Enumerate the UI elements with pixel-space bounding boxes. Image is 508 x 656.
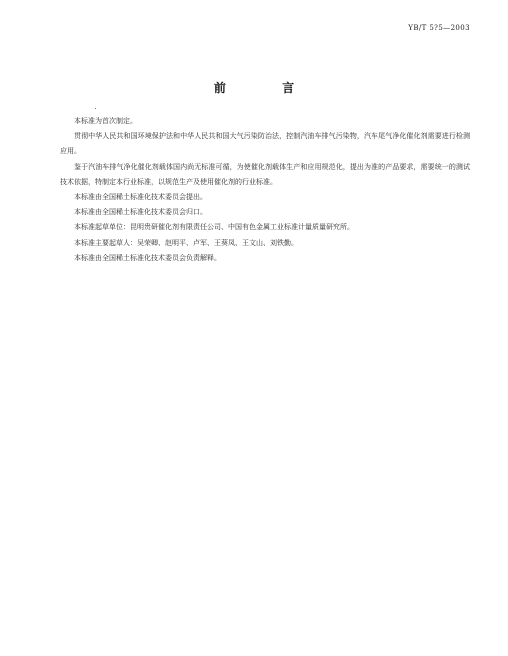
paragraph-rationale: 鉴于汽油车排气净化催化剂载体国内尚无标准可循，为使催化剂载体生产和应用规范化，提出为准的产品要求，需要统一的测试技术依据，特制定本行业标准，以规范生产及使用催化剂的行业标准。 — [60, 162, 470, 186]
paragraph-centralized-by: 本标准由全国稀土标准化技术委员会归口。 — [74, 208, 207, 217]
paragraph-purpose: 贯彻中华人民共和国环境保护法和中华人民共和国大气污染防治法，控制汽油车排气污染物，汽车尾气净化催化剂需要进行检测应用。 — [60, 132, 470, 156]
paragraph-interpretation: 本标准由全国稀土标准化技术委员会负责解释。 — [74, 253, 221, 262]
page-title: 前 言 — [213, 81, 321, 95]
scan-speck — [95, 108, 96, 109]
standard-code: YB/T 5?5—2003 — [408, 24, 470, 32]
paragraph-proposed-by: 本标准由全国稀土标准化技术委员会提出。 — [74, 193, 207, 202]
paragraph-drafting-units: 本标准起草单位：昆明贵研催化剂有限责任公司、中国有色金属工业标准计量质量研究所。 — [74, 223, 354, 232]
paragraph-first-issue: 本标准为首次制定。 — [74, 117, 137, 125]
paragraph-drafters: 本标准主要起草人：吴荣卿、赵明平、卢军、王葵凤、王文山、刘铁勤。 — [74, 238, 298, 247]
foreword-body — [60, 114, 470, 266]
